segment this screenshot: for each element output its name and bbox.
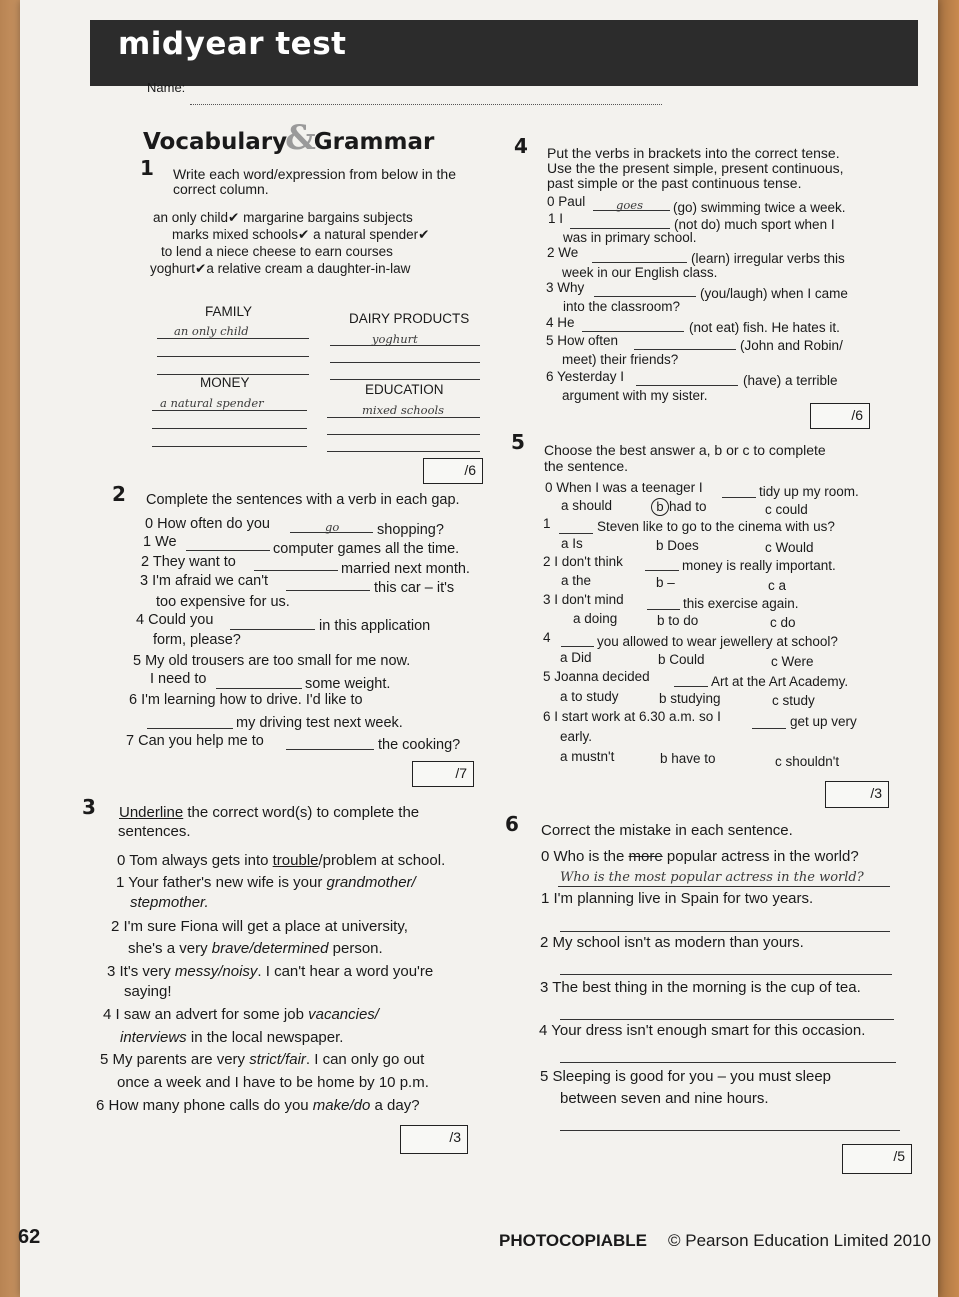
ex5-item-2-end: money is really important. bbox=[682, 558, 836, 573]
ex2-item-1: 1 We bbox=[143, 534, 177, 550]
ex3-item-1[interactable] bbox=[116, 874, 416, 892]
ex5-item-4-end: you allowed to wear jewellery at school? bbox=[597, 634, 838, 649]
dairy-blank-1[interactable] bbox=[330, 345, 480, 346]
ex4-blank-5[interactable] bbox=[634, 349, 736, 350]
word-bank-line: to lend a niece cheese to earn courses bbox=[161, 244, 393, 259]
ex6-item-0 bbox=[541, 848, 859, 866]
dairy-blank-3[interactable] bbox=[330, 379, 480, 380]
ex6-item-4: 4 Your dress isn't enough smart for this occasion. bbox=[539, 1022, 866, 1039]
ex2-item-2-end: married next month. bbox=[341, 561, 470, 577]
word-bank-line: an only child✔ margarine bargains subjects bbox=[153, 210, 413, 225]
ex3-item-0-text: 0 Tom always gets into bbox=[117, 852, 273, 869]
ex4-item-1-end: (not do) much sport when I bbox=[674, 217, 835, 232]
ex3-item-2-rest: person. bbox=[328, 940, 383, 957]
ex4-blank-2[interactable] bbox=[592, 262, 687, 263]
ex5-option-a[interactable]: a the bbox=[561, 573, 592, 588]
ex2-blank-7[interactable] bbox=[286, 749, 374, 750]
word-bank-line: marks mixed schools✔ a natural spender✔ bbox=[172, 227, 430, 242]
ex3-item-4[interactable] bbox=[103, 1006, 379, 1024]
ex3-item-0 bbox=[117, 852, 445, 870]
ex4-item-6-cont: argument with my sister. bbox=[562, 388, 708, 403]
exercise-4-instruction: Put the verbs in brackets into the correct tense. bbox=[547, 145, 840, 161]
ex6-answer-0: Who is the most popular actress in the world? bbox=[560, 870, 864, 885]
heading-ampersand: & bbox=[285, 118, 316, 158]
education-blank-3[interactable] bbox=[327, 451, 480, 452]
ex5-blank-6[interactable] bbox=[752, 728, 786, 729]
exercise-2-number: 2 bbox=[112, 482, 126, 506]
ex4-item-4: 4 He bbox=[546, 315, 575, 330]
ex2-blank-3[interactable] bbox=[286, 590, 370, 591]
ex4-item-0-end: (go) swimming twice a week. bbox=[673, 200, 846, 215]
ex3-item-5-options[interactable]: strict/fair bbox=[249, 1051, 306, 1068]
ex5-item-6-end: get up very bbox=[790, 714, 857, 729]
ex2-blank-2[interactable] bbox=[254, 570, 338, 571]
exercise-4-instruction-3: past simple or the past continuous tense. bbox=[547, 175, 802, 191]
ex5-option-a[interactable]: a Is bbox=[561, 536, 583, 551]
ex3-item-2-cont[interactable] bbox=[128, 940, 383, 958]
exercise-4-instruction-2: Use the the present simple, present continuous, bbox=[547, 160, 844, 176]
dairy-blank-2[interactable] bbox=[330, 362, 480, 363]
ex6-item-0-crossed: more bbox=[628, 848, 663, 865]
dairy-answer: yoghurt bbox=[372, 332, 418, 346]
ex2-blank-1[interactable] bbox=[186, 550, 270, 551]
ex5-item-2: 2 I don't think bbox=[543, 554, 623, 569]
ex4-item-3: 3 Why bbox=[546, 280, 585, 295]
section-heading bbox=[143, 118, 434, 158]
ex6-answer-line-5[interactable] bbox=[560, 1130, 900, 1131]
ex5-item-3: 3 I don't mind bbox=[543, 592, 624, 607]
ex3-item-5-text: 5 My parents are very bbox=[100, 1051, 250, 1068]
ex5-option-b[interactable]: b Could bbox=[658, 652, 705, 667]
ex2-blank-5[interactable] bbox=[216, 688, 302, 689]
exercise-1-instruction: Write each word/expression from below in the bbox=[173, 166, 456, 182]
ex6-answer-line-3[interactable] bbox=[560, 1019, 894, 1020]
ex3-item-6-rest: a day? bbox=[370, 1097, 420, 1114]
ex2-item-1-end: computer games all the time. bbox=[273, 541, 460, 557]
ex4-blank-1[interactable] bbox=[570, 228, 670, 229]
exercise-3-score-box: /3 bbox=[400, 1125, 468, 1154]
photocopiable-label: PHOTOCOPIABLE bbox=[499, 1231, 647, 1250]
exercise-6-instruction: Correct the mistake in each sentence. bbox=[541, 822, 793, 839]
ex3-item-4-rest: in the local newspaper. bbox=[186, 1029, 344, 1046]
ex5-item-0-end: tidy up my room. bbox=[759, 484, 859, 499]
money-answer: a natural spender bbox=[160, 396, 264, 410]
ex5-option-c[interactable]: c shouldn't bbox=[775, 754, 840, 769]
ex5-blank-3[interactable] bbox=[647, 609, 680, 610]
ex3-item-5-rest: . I can only go out bbox=[305, 1051, 425, 1068]
ex4-answer-0: goes bbox=[616, 198, 643, 212]
ex4-blank-6[interactable] bbox=[636, 385, 738, 386]
ex3-item-4-cont[interactable] bbox=[120, 1029, 343, 1047]
ex3-item-4-options-2[interactable]: interviews bbox=[120, 1029, 187, 1046]
ex4-item-5-end: (John and Robin/ bbox=[740, 338, 843, 353]
ex5-option-b[interactable]: b Does bbox=[656, 538, 699, 553]
ex3-item-2-text: she's a very bbox=[128, 940, 212, 957]
ex2-item-6-end: my driving test next week. bbox=[236, 715, 403, 731]
ex5-option-b[interactable]: b to do bbox=[657, 613, 699, 628]
ex2-item-7: 7 Can you help me to bbox=[126, 733, 264, 749]
ex6-line-0 bbox=[558, 886, 890, 887]
ex2-item-6: 6 I'm learning how to drive. I'd like to bbox=[129, 692, 363, 708]
ex5-item-6-cont: early. bbox=[560, 729, 593, 744]
ex2-item-0-end: shopping? bbox=[377, 522, 444, 538]
ex5-option-a[interactable]: a should bbox=[561, 498, 613, 513]
column-education-heading: EDUCATION bbox=[365, 382, 444, 397]
circled-answer-icon: b bbox=[651, 498, 669, 516]
ex5-option-b-text: had to bbox=[669, 499, 707, 514]
exercise-4-number: 4 bbox=[514, 134, 528, 158]
ex5-item-6: 6 I start work at 6.30 a.m. so I bbox=[543, 709, 721, 724]
ex5-option-b[interactable]: b studying bbox=[659, 691, 721, 706]
exercise-1-number: 1 bbox=[140, 156, 154, 180]
ex3-item-5-cont: once a week and I have to be home by 10 p.m. bbox=[117, 1074, 429, 1091]
money-blank-1[interactable] bbox=[152, 410, 307, 411]
ex4-blank-4[interactable] bbox=[582, 331, 684, 332]
ex3-item-6[interactable] bbox=[96, 1097, 420, 1115]
exercise-2-instruction: Complete the sentences with a verb in each gap. bbox=[146, 492, 460, 508]
column-family-heading: FAMILY bbox=[205, 304, 253, 319]
ex3-item-1-text: 1 Your father's new wife is your bbox=[116, 874, 327, 891]
column-dairy-heading: DAIRY PRODUCTS bbox=[349, 311, 470, 326]
ex5-option-c[interactable]: c a bbox=[768, 578, 787, 593]
ex5-blank-1[interactable] bbox=[559, 533, 593, 534]
ex2-item-5-end: some weight. bbox=[305, 676, 391, 692]
heading-grammar: Grammar bbox=[313, 129, 435, 155]
ex5-option-c[interactable]: c study bbox=[772, 693, 815, 708]
family-answer: an only child bbox=[174, 324, 249, 338]
ex4-item-0: 0 Paul bbox=[547, 194, 586, 209]
ex2-answer-0: go bbox=[325, 520, 340, 534]
ex4-item-6: 6 Yesterday I bbox=[546, 369, 625, 384]
ex6-item-5: 5 Sleeping is good for you – you must sleep bbox=[540, 1068, 832, 1085]
ex5-option-a[interactable]: a mustn't bbox=[560, 749, 615, 764]
ex5-blank-2[interactable] bbox=[645, 570, 679, 571]
ex5-item-1-end: Steven like to go to the cinema with us? bbox=[597, 519, 835, 534]
exercise-1-instruction-2: correct column. bbox=[173, 181, 269, 197]
exercise-5-score-box: /3 bbox=[825, 781, 889, 808]
instruction-rest: the correct word(s) to complete the bbox=[183, 804, 420, 821]
ex5-option-c[interactable]: c do bbox=[770, 615, 796, 630]
ex5-blank-0[interactable] bbox=[722, 497, 756, 498]
education-blank-2[interactable] bbox=[327, 434, 480, 435]
ex3-item-2: 2 I'm sure Fiona will get a place at university, bbox=[111, 918, 408, 935]
ex2-item-4: 4 Could you bbox=[136, 612, 214, 628]
ex3-item-2-options[interactable]: brave/determined bbox=[211, 940, 329, 957]
ex5-blank-5[interactable] bbox=[674, 686, 708, 687]
family-blank-2[interactable] bbox=[157, 356, 309, 357]
exercise-6-number: 6 bbox=[505, 812, 519, 836]
ex4-item-5: 5 How often bbox=[546, 333, 619, 348]
heading-vocabulary: Vocabulary bbox=[143, 129, 288, 155]
ex2-item-5-b: I need to bbox=[150, 671, 207, 687]
ex4-item-6-end: (have) a terrible bbox=[743, 373, 838, 388]
ex5-option-c[interactable]: c Were bbox=[771, 654, 814, 669]
ex5-option-c[interactable]: c Would bbox=[765, 540, 814, 555]
family-blank-1[interactable] bbox=[157, 338, 309, 339]
ex5-item-5: 5 Joanna decided bbox=[543, 669, 650, 684]
ex2-blank-4[interactable] bbox=[230, 629, 315, 630]
ex6-answer-line-2[interactable] bbox=[560, 974, 892, 975]
ex3-item-0-underlined: trouble bbox=[272, 852, 319, 869]
page-title: midyear test bbox=[118, 26, 347, 62]
ex4-item-2: 2 We bbox=[547, 245, 579, 260]
ex3-item-1-cont[interactable]: stepmother. bbox=[130, 894, 209, 911]
ex5-option-a[interactable]: a Did bbox=[560, 650, 592, 665]
instruction-underline-word: Underline bbox=[119, 804, 184, 821]
column-money-heading: MONEY bbox=[200, 375, 250, 390]
exercise-3-instruction-2: sentences. bbox=[118, 823, 191, 840]
name-label: Name: bbox=[147, 80, 186, 95]
ex2-item-3: 3 I'm afraid we can't bbox=[140, 573, 269, 589]
money-blank-3[interactable] bbox=[152, 446, 307, 447]
ex2-item-4-cont: form, please? bbox=[153, 632, 241, 648]
ex3-item-3-text: 3 It's very bbox=[107, 963, 175, 980]
ex5-option-b-selected[interactable] bbox=[651, 498, 707, 516]
ex5-blank-4[interactable] bbox=[561, 646, 594, 647]
exercise-5-number: 5 bbox=[511, 430, 525, 454]
exercise-3-number: 3 bbox=[82, 795, 96, 819]
ex4-item-1-cont: was in primary school. bbox=[563, 230, 697, 245]
ex6-item-5-cont: between seven and nine hours. bbox=[560, 1090, 769, 1107]
ex4-item-5-cont: meet) their friends? bbox=[562, 352, 679, 367]
exercise-2-score-box: /7 bbox=[412, 761, 474, 787]
ex2-item-2: 2 They want to bbox=[141, 554, 236, 570]
word-bank-line: yoghurt✔a relative cream a daughter-in-law bbox=[150, 261, 411, 276]
ex3-item-1-options[interactable]: grandmother/ bbox=[326, 874, 416, 891]
ex3-item-6-options[interactable]: make/do bbox=[312, 1097, 371, 1114]
ex5-item-1: 1 bbox=[543, 516, 551, 531]
exercise-5-instruction: Choose the best answer a, b or c to complete bbox=[544, 442, 826, 458]
ex6-item-0-text: 0 Who is the bbox=[541, 848, 629, 865]
ex2-item-3-cont: too expensive for us. bbox=[156, 594, 290, 610]
education-answer: mixed schools bbox=[362, 403, 445, 417]
ex2-item-4-end: in this application bbox=[319, 618, 431, 634]
ex4-item-2-cont: week in our English class. bbox=[562, 265, 718, 280]
ex5-item-4: 4 bbox=[543, 630, 551, 645]
ex2-item-3-end: this car – it's bbox=[374, 580, 455, 596]
name-field-line[interactable] bbox=[190, 104, 662, 105]
ex3-item-0-rest: /problem at school. bbox=[318, 852, 446, 869]
ex3-item-6-text: 6 How many phone calls do you bbox=[96, 1097, 313, 1114]
exercise-3-instruction bbox=[119, 804, 419, 822]
education-blank-1[interactable] bbox=[327, 417, 480, 418]
ex2-blank-6[interactable] bbox=[147, 728, 233, 729]
ex3-item-4-text: 4 I saw an advert for some job bbox=[103, 1006, 309, 1023]
ex5-item-5-end: Art at the Art Academy. bbox=[711, 674, 849, 689]
ex5-option-b[interactable]: b – bbox=[656, 575, 675, 590]
ex5-item-0: 0 When I was a teenager I bbox=[545, 480, 703, 495]
ex2-item-7-end: the cooking? bbox=[378, 737, 461, 753]
ex4-item-4-end: (not eat) fish. He hates it. bbox=[689, 320, 840, 335]
ex6-answer-line-1[interactable] bbox=[560, 931, 890, 932]
money-blank-2[interactable] bbox=[152, 428, 307, 429]
ex5-option-a[interactable]: a to study bbox=[560, 689, 619, 704]
ex3-item-5[interactable] bbox=[100, 1051, 424, 1069]
ex4-item-2-end: (learn) irregular verbs this bbox=[691, 251, 845, 266]
ex5-item-3-end: this exercise again. bbox=[683, 596, 799, 611]
ex2-item-0 bbox=[145, 515, 270, 533]
ex3-item-4-options[interactable]: vacancies/ bbox=[308, 1006, 379, 1023]
ex3-item-3[interactable] bbox=[107, 963, 433, 981]
ex3-item-3-options[interactable]: messy/noisy bbox=[174, 963, 258, 980]
ex6-item-3: 3 The best thing in the morning is the cup of tea. bbox=[540, 979, 861, 996]
ex4-blank-3[interactable] bbox=[594, 296, 696, 297]
ex6-item-2: 2 My school isn't as modern than yours. bbox=[540, 934, 804, 951]
ex5-option-a[interactable]: a doing bbox=[573, 611, 618, 626]
ex3-item-3-cont: saying! bbox=[124, 983, 172, 1000]
page-number: 62 bbox=[18, 1226, 41, 1248]
exercise-4-score-box: /6 bbox=[810, 403, 870, 429]
copyright-notice: © Pearson Education Limited 2010 bbox=[668, 1231, 931, 1250]
ex4-item-3-end: (you/laugh) when I came bbox=[700, 286, 848, 301]
ex4-item-3-cont: into the classroom? bbox=[563, 299, 681, 314]
ex3-item-3-rest: . I can't hear a word you're bbox=[257, 963, 434, 980]
ex6-item-0-rest: popular actress in the world? bbox=[662, 848, 859, 865]
ex6-item-1: 1 I'm planning live in Spain for two years. bbox=[541, 890, 814, 907]
exercise-6-score-box: /5 bbox=[842, 1144, 912, 1174]
ex4-item-1: 1 I bbox=[548, 211, 564, 226]
ex2-item-5: 5 My old trousers are too small for me now. bbox=[133, 653, 411, 669]
exercise-1-score-box: /6 bbox=[423, 458, 483, 484]
ex6-answer-line-4[interactable] bbox=[560, 1062, 896, 1063]
ex5-option-c[interactable]: c could bbox=[765, 502, 808, 517]
ex5-option-b[interactable]: b have to bbox=[660, 751, 716, 766]
exercise-5-instruction-2: the sentence. bbox=[544, 458, 629, 474]
ex2-item-0-text: 0 How often do you bbox=[145, 516, 270, 532]
